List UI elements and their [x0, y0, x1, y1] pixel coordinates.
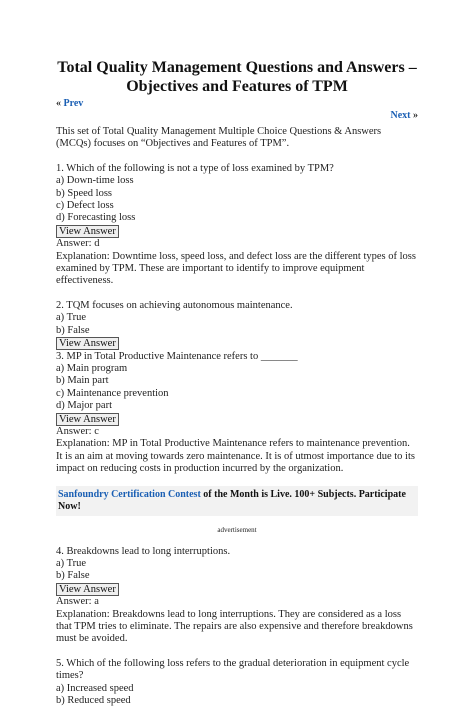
question-1 [56, 163, 418, 288]
question-4 [56, 546, 418, 646]
option: c) Maintenance prevention [56, 387, 169, 399]
prev-link[interactable] [56, 98, 83, 110]
question-text: 2. TQM focuses on achieving autonomous maintenance. [56, 299, 293, 311]
view-answer-button[interactable]: View Answer [56, 225, 119, 238]
option: a) Down-time loss [56, 175, 134, 187]
next-label: Next [390, 110, 411, 121]
nav-row [56, 96, 418, 121]
answer-text: Answer: a [56, 596, 99, 608]
view-answer-button[interactable]: View Answer [56, 337, 119, 350]
option: a) True [56, 312, 87, 324]
explanation-text: Explanation: MP in Total Productive Maintenance refers to maintenance prevention. It is an aim at moving towards zero maintenance. It is of utmost importance due to its impact on reducing costs in production incurred by the organization. [56, 438, 415, 475]
option: c) Defect loss [56, 200, 114, 212]
question-text: 4. Breakdowns lead to long interruptions. [56, 545, 231, 557]
option: a) True [56, 557, 87, 569]
next-arrow: » [413, 110, 418, 121]
option: b) Reduced speed [56, 695, 131, 707]
answer-text: Answer: d [56, 238, 100, 250]
question-2 [56, 300, 418, 351]
option: a) Increased speed [56, 682, 134, 694]
document-page [56, 0, 418, 707]
option: b) False [56, 570, 90, 582]
question-text: 1. Which of the following is not a type of loss examined by TPM? [56, 162, 334, 174]
option: d) Forecasting loss [56, 212, 136, 224]
contest-text: of the Month is Live. 100+ Subjects. Participate Now! [58, 488, 406, 512]
option: b) Speed loss [56, 187, 112, 199]
question-text: 3. MP in Total Productive Maintenance refers to _______ [56, 350, 298, 362]
question-text: 5. Which of the following loss refers to the gradual deterioration in equipment cycle times? [56, 657, 410, 682]
answer-text: Answer: c [56, 425, 99, 437]
prev-label: Prev [63, 98, 84, 109]
question-5 [56, 658, 418, 707]
contest-banner [56, 486, 418, 516]
advertisement-label: advertisement [217, 525, 257, 534]
option: b) Main part [56, 375, 109, 387]
page-title: Total Quality Management Questions and Answers – Objectives and Features of TPM [57, 59, 417, 95]
view-answer-button[interactable]: View Answer [56, 413, 119, 426]
intro-text: This set of Total Quality Management Multiple Choice Questions & Answers (MCQs) focuses on “Objectives and Features of TPM”. [56, 126, 382, 150]
option: a) Main program [56, 362, 128, 374]
prev-arrow: « [56, 98, 61, 109]
view-answer-button[interactable]: View Answer [56, 583, 119, 596]
explanation-text: Explanation: Downtime loss, speed loss, and defect loss are the different types of loss examined by TPM. These are important to identify to improve equipment effectiveness. [56, 250, 416, 287]
contest-link[interactable]: Sanfoundry Certification Contest [58, 488, 201, 500]
option: b) False [56, 324, 90, 336]
option: d) Major part [56, 400, 112, 412]
explanation-text: Explanation: Breakdowns lead to long interruptions. They are considered as a loss that TPM tries to eliminate. The repairs are also expensive and therefore breakdowns must be avoided. [56, 608, 413, 645]
question-3 [56, 351, 418, 476]
next-link[interactable] [391, 110, 419, 122]
